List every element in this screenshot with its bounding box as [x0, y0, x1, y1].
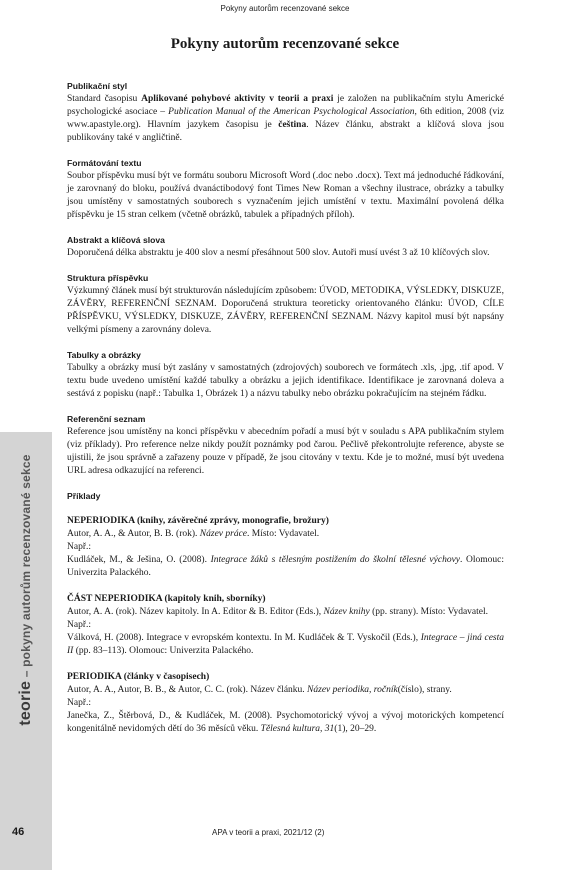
text-run: Kudláček, M., & Ješina, O. (2008).	[67, 555, 211, 565]
section-style	[67, 80, 504, 145]
section-tables	[67, 349, 504, 401]
journal-name: Aplikované pohybové aktivity v teorii a praxi	[141, 94, 334, 104]
section-text	[67, 93, 504, 145]
text-run: , 6th edition, 2008 (viz www.apastyle.org). Hlavním jazykem časopisu je	[67, 107, 504, 130]
text-run: je založen na publikačním stylu Americké psychologické asociace –	[67, 94, 504, 117]
text-run: (pp. 83–113). Olomouc: Univerzita Palackého.	[73, 646, 254, 656]
text-run: Janečka, Z., Štěrbová, D., & Kudláček, M. (2008). Psychomotorický vývoj a vývoj motorických kompetencí kongenitálně nevidomých dětí do 36 měsíců věku.	[67, 711, 504, 734]
language: čeština	[278, 120, 307, 130]
page-number: 46	[12, 826, 25, 838]
citation-example	[67, 554, 504, 580]
example-heading: NEPERIODIKA (knihy, závěrečné zprávy, monografie, brožury)	[67, 516, 329, 526]
text-run: Autor, A. A., Autor, B. B., & Autor, C. C. (rok). Název článku.	[67, 685, 308, 695]
italic-run: Název periodika, ročník	[307, 685, 398, 695]
citation-pattern	[67, 606, 504, 619]
text-run: (číslo), strany.	[397, 685, 452, 695]
running-head: Pokyny autorům recenzované sekce	[220, 4, 350, 13]
section-text: Výzkumný článek musí být strukturován následujícím způsobem: ÚVOD, METODIKA, VÝSLEDKY, DISKUZE, ZÁVĚRY, REFERENČNÍ SEZNAM. Doporučená struktura teoreticky orientovaného článku: ÚVOD, CÍLE PŘÍSPĚVKU, VÝSLEDKY, DISKUZE, ZÁVĚRY, REFERENČNÍ SEZNAM. Názvy kapitol musí být napsány velkými písmeny a zarovnány doleva.	[67, 286, 504, 335]
manual-title: Publication Manual of the American Psychological Association	[168, 107, 415, 117]
section-heading: Publikační styl	[67, 81, 128, 91]
citation-example	[67, 710, 504, 736]
section-format	[67, 157, 504, 222]
main-content	[67, 80, 504, 736]
text-run: Standard časopisu	[67, 94, 142, 104]
text-run: . Olomouc: Univerzita Palackého.	[67, 555, 504, 578]
text-run: Autor, A. A., & Autor, B. B. (rok).	[67, 529, 200, 539]
example-label: Např.:	[67, 698, 92, 708]
italic-run: Integrace žáků s tělesným postižením do školní tělesné výchovy	[210, 555, 461, 565]
text-run: . Místo: Vydavatel.	[247, 529, 320, 539]
journal-footer: APA v teorii a praxi, 2021/12 (2)	[212, 828, 325, 837]
section-text: Reference jsou umístěny na konci příspěvku v abecedním pořadí a musí být v souladu s APA publikačním stylem (viz příklady). Pro reference nelze nikdy použít poznámky pod čarou. Pečlivě překontrolujte reference, abyste se ujistili, že jsou správně a zařazeny pouze v případě, že jsou citovány v textu. Kde je to možné, musí být uvedena URL adresa odkazující na referenci.	[67, 427, 504, 476]
section-heading: Referenční seznam	[67, 414, 146, 424]
section-heading: Struktura příspěvku	[67, 273, 149, 283]
citation-pattern	[67, 528, 504, 541]
section-references	[67, 413, 504, 478]
section-structure	[67, 272, 504, 337]
citation-example	[67, 632, 504, 658]
section-text: Tabulky a obrázky musí být zaslány v samostatných (zdrojových) souborech ve formátech .xls, .jpg, .tif apod. V textu bude uvedeno umístění každé tabulky a obrázku a jejich identifikace. Identifikace je zarovnaná doleva a sestává z popisku (např.: Tabulka 1, Obrázek 1) a názvu tabulky nebo obrázku pokračujícím na stejném řádku.	[67, 363, 504, 399]
example-heading: PERIODIKA (články v časopisech)	[67, 672, 210, 682]
text-run: (pp. strany). Místo: Vydavatel.	[369, 607, 488, 617]
italic-run: Název práce	[199, 529, 248, 539]
example-label: Např.:	[67, 620, 92, 630]
citation-pattern	[67, 684, 504, 697]
section-name: teorie	[17, 680, 34, 726]
italic-run: Integrace – jiná cesta II	[67, 633, 504, 656]
section-text: Soubor příspěvku musí být ve formátu souboru Microsoft Word (.doc nebo .docx). Text má jednoduché řádkování, je zarovnaný do bloku, používá dvanáctibodový font Times New Roman a všechny ilustrace, obrázky a tabulky jsou umístěny v samostatných souborech s vyznačením jejich umístění v textu. Maximální povolená délka příspěvku je 15 stran celkem (včetně obrázků, tabulek a případných příloh).	[67, 171, 504, 220]
section-heading: Abstrakt a klíčová slova	[67, 235, 165, 245]
section-dash: –	[19, 670, 33, 678]
example-label: Např.:	[67, 542, 92, 552]
text-run: Autor, A. A. (rok). Název kapitoly. In A. Editor & B. Editor (Eds.),	[67, 607, 324, 617]
example-heading: ČÁST NEPERIODIKA (kapitoly knih, sborníky)	[67, 594, 266, 604]
section-abstract	[67, 234, 504, 260]
examples-heading: Příklady	[67, 491, 101, 501]
section-heading: Tabulky a obrázky	[67, 350, 141, 360]
page-title: Pokyny autorům recenzované sekce	[170, 36, 400, 52]
section-label	[17, 454, 35, 725]
text-run: . Název článku, abstrakt a klíčová slova jsou publikovány také v angličtině.	[67, 120, 504, 143]
italic-run: Název knihy	[323, 607, 370, 617]
italic-run: Tělesná kultura, 31	[260, 724, 335, 734]
text-run: (1), 20–29.	[334, 724, 377, 734]
section-text: Doporučená délka abstraktu je 400 slov a nesmí přesáhnout 500 slov. Autoři musí uvést 3 až 10 klíčových slov.	[67, 248, 490, 258]
text-run: Válková, H. (2008). Integrace v evropském kontextu. In M. Kudláček & T. Vyskočil (Eds.),	[67, 633, 421, 643]
section-subtitle: pokyny autorům recenzované sekce	[19, 454, 33, 667]
section-heading: Formátování textu	[67, 158, 142, 168]
